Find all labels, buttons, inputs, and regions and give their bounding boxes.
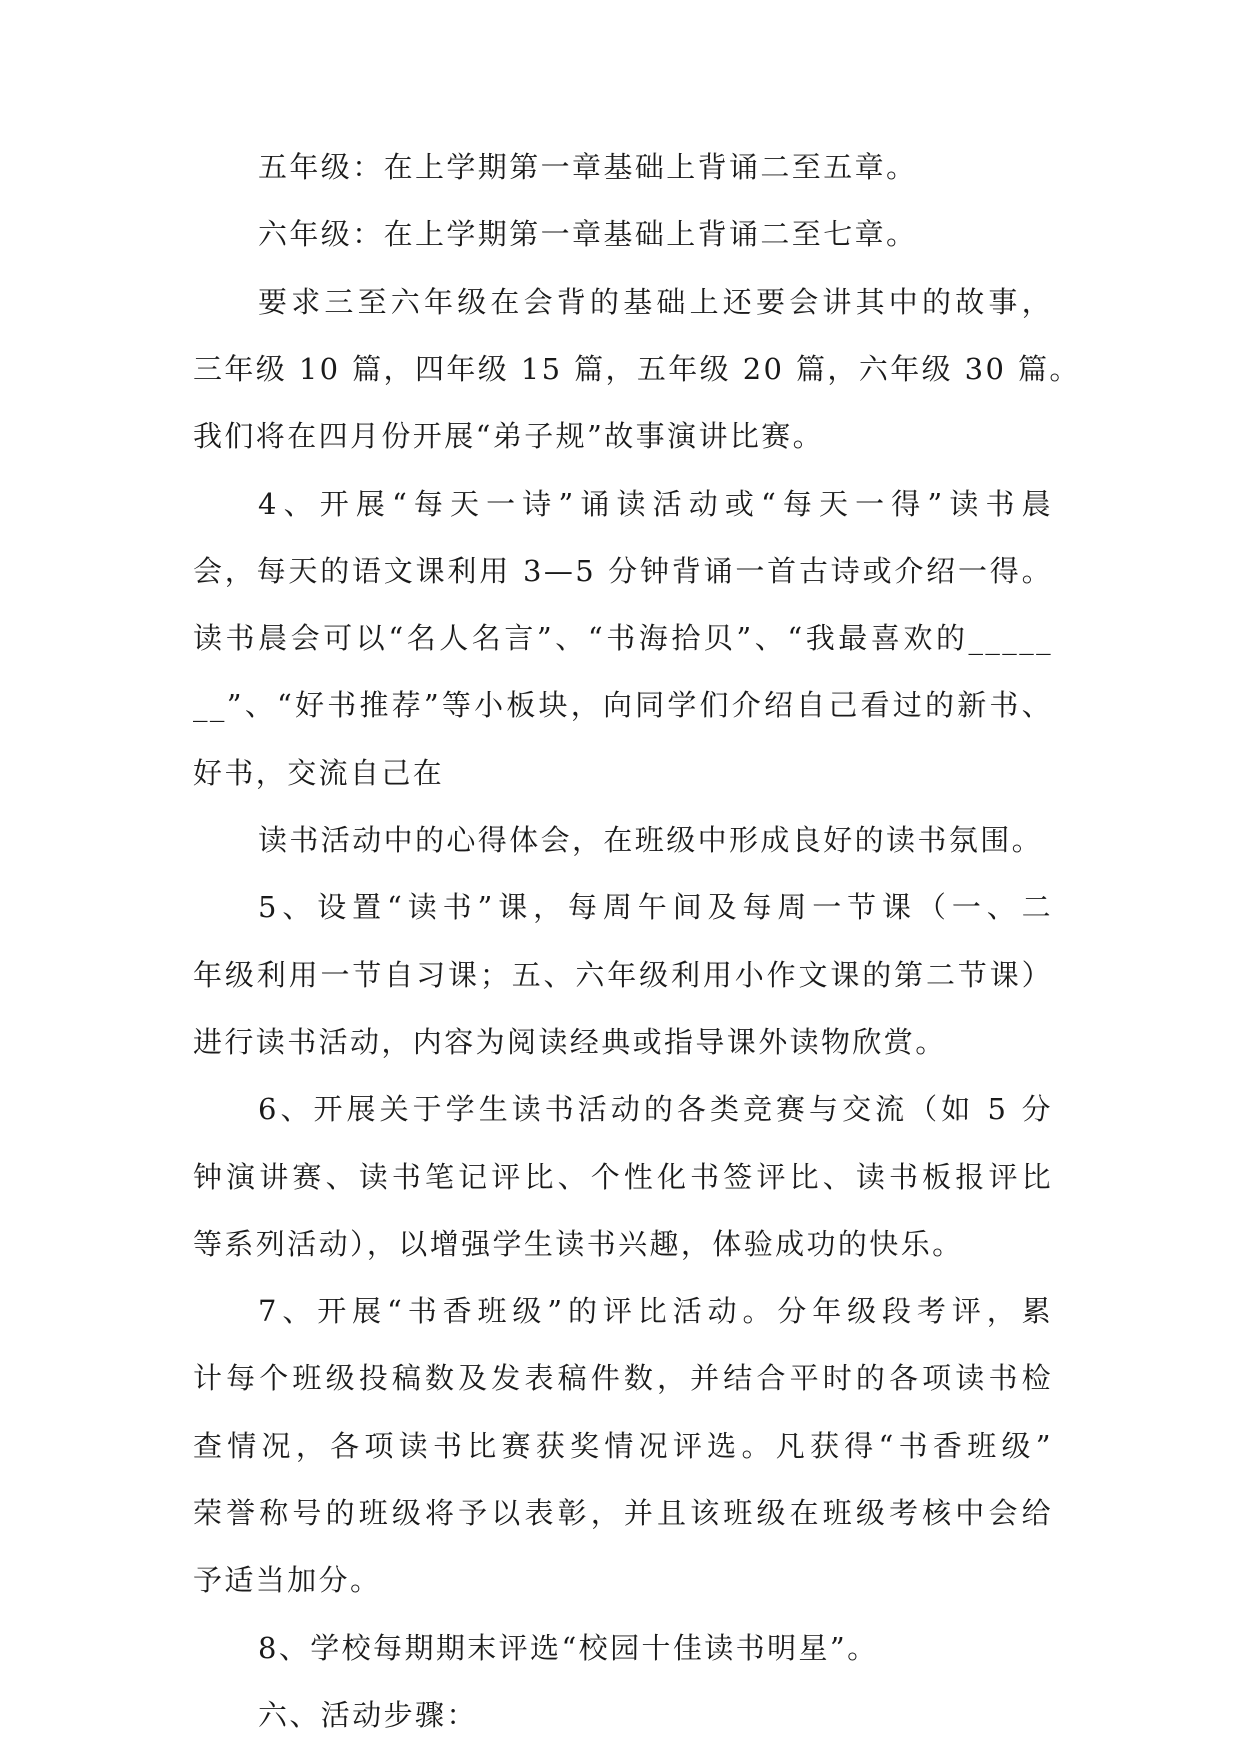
text-line: 六、活动步骤：: [258, 1698, 478, 1732]
text-line: 读书晨会可以“名人名言”、“书海拾贝”、“我最喜欢的_____: [193, 621, 1053, 655]
text-line: 我们将在四月份开展“弟子规”故事演讲比赛。: [193, 419, 825, 453]
text-line: 六年级：在上学期第一章基础上背诵二至七章。: [258, 217, 918, 251]
text-line: 好书，交流自己在: [193, 756, 445, 790]
text-line: 五年级：在上学期第一章基础上背诵二至五章。: [258, 150, 918, 184]
text-line: 进行读书活动，内容为阅读经典或指导课外读物欣赏。: [193, 1025, 947, 1059]
text-line: 钟演讲赛、读书笔记评比、个性化书签评比、读书板报评比: [193, 1160, 1053, 1194]
text-line: 会，每天的语文课利用 3—5 分钟背诵一首古诗或介绍一得。: [193, 554, 1053, 588]
text-line: 等系列活动），以增强学生读书兴趣，体验成功的快乐。: [193, 1227, 964, 1261]
text-line: 4、开展“每天一诗”诵读活动或“每天一得”读书晨: [258, 487, 1053, 521]
text-line: __”、“好书推荐”等小板块，向同学们介绍自己看过的新书、: [193, 688, 1053, 722]
text-line: 计每个班级投稿数及发表稿件数，并结合平时的各项读书检: [193, 1361, 1053, 1395]
text-line: 5、设置“读书”课，每周午间及每周一节课（一、二: [258, 890, 1053, 924]
text-line: 要求三至六年级在会背的基础上还要会讲其中的故事，: [258, 285, 1053, 319]
text-line: 7、开展“书香班级”的评比活动。分年级段考评，累: [258, 1294, 1053, 1328]
text-line: 荣誉称号的班级将予以表彰，并且该班级在班级考核中会给: [193, 1496, 1053, 1530]
text-line: 年级利用一节自习课；五、六年级利用小作文课的第二节课）: [193, 958, 1053, 992]
text-line: 三年级 10 篇，四年级 15 篇，五年级 20 篇，六年级 30 篇。: [193, 352, 1081, 386]
text-line: 读书活动中的心得体会，在班级中形成良好的读书氛围。: [258, 823, 1044, 857]
text-line: 8、学校每期期末评选“校园十佳读书明星”。: [258, 1631, 879, 1665]
text-line: 查情况，各项读书比赛获奖情况评选。凡获得“书香班级”: [193, 1429, 1053, 1463]
text-line: 予适当加分。: [193, 1563, 382, 1597]
text-line: 6、开展关于学生读书活动的各类竞赛与交流（如 5 分: [258, 1092, 1053, 1126]
